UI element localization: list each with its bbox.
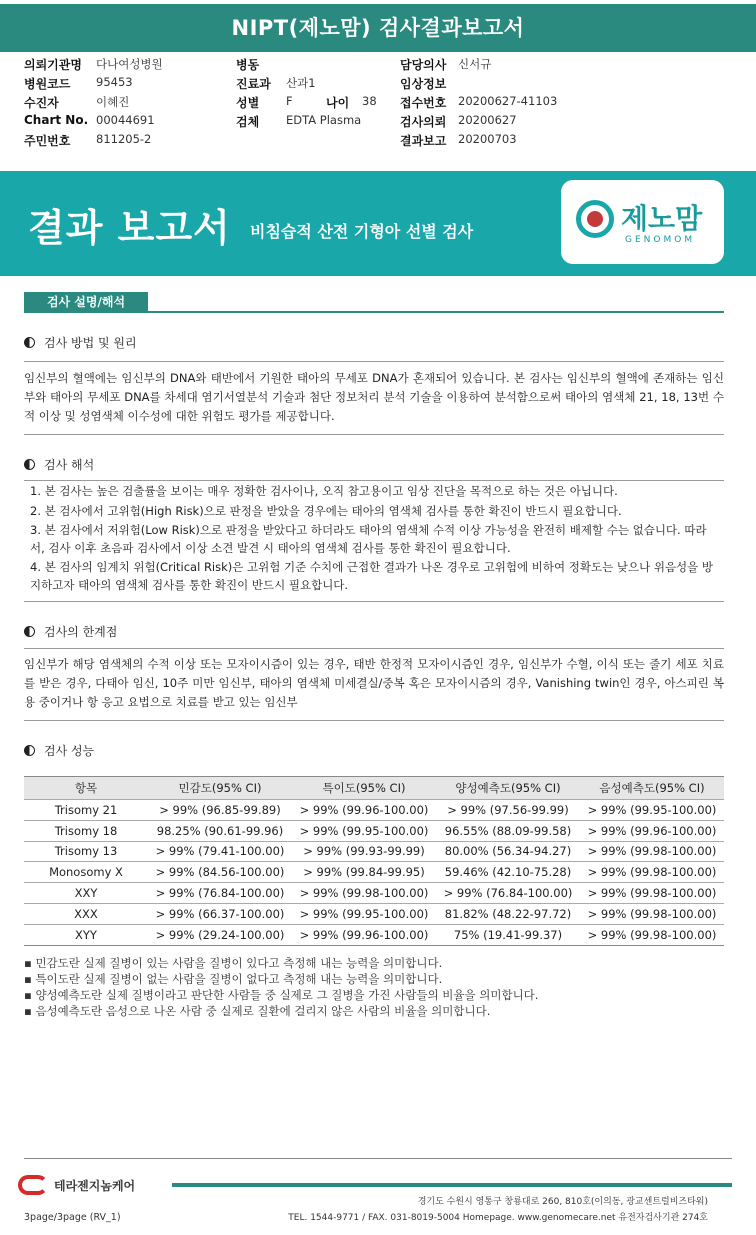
company-name: 테라젠지놈케어 xyxy=(54,1179,136,1193)
table-header-row xyxy=(24,777,724,800)
info-label: 나이 xyxy=(326,96,350,110)
half-circle-icon xyxy=(24,337,35,348)
footer-bar xyxy=(172,1183,732,1187)
table-cell: > 99% (99.84-99.95) xyxy=(292,862,436,883)
info-value: 20200627 xyxy=(458,113,517,127)
table-cell: > 99% (99.98-100.00) xyxy=(580,862,724,883)
table-cell: 96.55% (88.09-99.58) xyxy=(436,820,580,841)
definition-notes xyxy=(24,955,724,1019)
info-label: 담당의사 xyxy=(400,58,447,72)
info-row xyxy=(24,75,734,93)
column-header: 민감도(95% CI) xyxy=(148,777,292,800)
company-address: 경기도 수원시 영통구 창룡대로 260, 810호(이의동, 광교센트럴비즈타워) xyxy=(417,1197,708,1207)
info-label: Chart No. xyxy=(24,113,89,127)
note-item: ▪ 음성예측도란 음성으로 나온 사람 중 실제로 질환에 걸리지 않은 사람의 비율을 의미합니다. xyxy=(24,1003,724,1019)
note-item: ▪ 양성예측도란 실제 질병이라고 판단한 사람들 중 실제로 그 질병을 가진 사람들의 비율을 의미합니다. xyxy=(24,987,724,1003)
table-cell: > 99% (99.95-100.00) xyxy=(292,903,436,924)
genomom-logo-core-icon xyxy=(587,211,603,227)
table-cell: > 99% (96.85-99.89) xyxy=(148,800,292,821)
table-cell: 81.82% (48.22-97.72) xyxy=(436,903,580,924)
table-cell: > 99% (99.93-99.99) xyxy=(292,841,436,862)
info-value: EDTA Plasma xyxy=(286,113,362,127)
list-item: 1. 본 검사는 높은 검출률을 보이는 매우 정확한 검사이나, 오직 참고용이고 임상 진단을 목적으로 하는 것은 아닙니다. xyxy=(30,484,618,498)
perf-heading-text: 검사 성능 xyxy=(44,744,95,758)
info-row xyxy=(24,56,734,74)
method-text: 임신부의 혈액에는 임신부의 DNA와 태반에서 기원한 태아의 무세포 DNA가 혼재되어 있습니다. 본 검사는 임신부의 혈액에 존재하는 임신부와 태아의 무세포 DNA를 차세대 염기서열분석 기술과 첨단 정보처리 분석 기술을 이용하여 분석함으로써 태아의 염색체 21, 18, 13번 수적 이상 및 성염색체 이수성에 대한 위험도 평가를 제공합니다. xyxy=(24,371,724,423)
interp-heading-text: 검사 해석 xyxy=(44,458,95,472)
info-label: 성별 xyxy=(236,96,260,110)
info-label: 진료과 xyxy=(236,77,271,91)
list-item: 3. 본 검사에서 저위험(Low Risk)으로 판정을 받았다고 하더라도 태아의 염색체 수적 이상 가능성을 완전히 배제할 수는 없습니다. 따라서, 검사 이후 초음파 검사에서 이상 소견 발견 시 태아의 염색체 검사를 통한 확진이 필요합니다. xyxy=(30,523,707,555)
page-number: 3page/3page (RV_1) xyxy=(24,1212,121,1223)
column-header: 항목 xyxy=(24,777,148,800)
limit-heading xyxy=(24,623,117,640)
table-cell: XYY xyxy=(24,924,148,945)
table-cell: > 99% (66.37-100.00) xyxy=(148,903,292,924)
divider xyxy=(24,480,724,481)
info-label: 수진자 xyxy=(24,96,59,110)
table-row xyxy=(24,924,724,945)
performance-table xyxy=(24,776,724,946)
info-label: 의뢰기관명 xyxy=(24,58,82,72)
list-item: 2. 본 검사에서 고위험(High Risk)으로 판정을 받았을 경우에는 태아의 염색체 검사를 통한 확진이 반드시 필요합니다. xyxy=(30,503,622,518)
table-cell: > 99% (76.84-100.00) xyxy=(148,883,292,904)
table-row xyxy=(24,820,724,841)
logo-text: 제노맘 xyxy=(621,202,703,235)
table-cell: > 99% (99.95-100.00) xyxy=(292,820,436,841)
logo-subtext: GENOMOM xyxy=(625,235,696,245)
info-value: 이혜진 xyxy=(96,95,130,109)
info-label: 병동 xyxy=(236,58,260,72)
table-row xyxy=(24,841,724,862)
info-value: 다나여성병원 xyxy=(96,57,163,71)
method-heading-text: 검사 방법 및 원리 xyxy=(44,336,137,350)
table-cell: > 99% (99.95-100.00) xyxy=(580,800,724,821)
method-heading xyxy=(24,334,137,351)
info-label: 임상정보 xyxy=(400,77,447,91)
info-value: 95453 xyxy=(96,75,133,89)
table-cell: > 99% (99.96-100.00) xyxy=(580,820,724,841)
table-cell: > 99% (99.96-100.00) xyxy=(292,800,436,821)
perf-heading xyxy=(24,742,94,759)
column-header: 양성예측도(95% CI) xyxy=(436,777,580,800)
info-value: 811205-2 xyxy=(96,132,152,146)
info-row xyxy=(24,132,734,150)
info-value: 38 xyxy=(362,94,377,108)
table-cell: Monosomy X xyxy=(24,862,148,883)
interp-list xyxy=(30,483,720,596)
table-row xyxy=(24,862,724,883)
patient-info xyxy=(24,56,734,152)
table-cell: > 99% (79.41-100.00) xyxy=(148,841,292,862)
banner-title: 결과 보고서 xyxy=(28,206,231,250)
table-cell: 59.46% (42.10-75.28) xyxy=(436,862,580,883)
note-item: ▪ 특이도란 실제 질병이 없는 사람을 질병이 없다고 측정해 내는 능력을 의미합니다. xyxy=(24,971,724,987)
column-header: 특이도(95% CI) xyxy=(292,777,436,800)
note-item: ▪ 민감도란 실제 질병이 있는 사람을 질병이 있다고 측정해 내는 능력을 의미합니다. xyxy=(24,955,724,971)
table-cell: 75% (19.41-99.37) xyxy=(436,924,580,945)
info-value: 20200703 xyxy=(458,132,517,146)
half-circle-icon xyxy=(24,459,35,470)
interp-heading xyxy=(24,456,94,473)
info-label: 결과보고 xyxy=(400,134,447,148)
info-label: 주민번호 xyxy=(24,134,71,148)
limit-text: 임신부가 해당 염색체의 수적 이상 또는 모자이시즘이 있는 경우, 태반 한정적 모자이시즘인 경우, 임신부가 수혈, 이식 또는 줄기 세포 치료를 받은 경우, 다태아 임신, 10주 미만 임신부, 태아의 염색체 미세결실/중복 혹은 모자이시즘의 경우, Vanishing twin인 경우, 아스피린 복용 중이거나 항 응고 요법으로 치료를 받고 있는 임신부 xyxy=(24,657,724,709)
info-row xyxy=(24,113,734,131)
column-header: 음성예측도(95% CI) xyxy=(580,777,724,800)
table-cell: > 99% (99.98-100.00) xyxy=(580,841,724,862)
table-cell: > 99% (99.98-100.00) xyxy=(580,883,724,904)
divider xyxy=(24,648,724,649)
section-divider xyxy=(24,311,724,313)
table-cell: 98.25% (90.61-99.96) xyxy=(148,820,292,841)
table-cell: > 99% (76.84-100.00) xyxy=(436,883,580,904)
info-row xyxy=(24,94,734,112)
info-value: 산과1 xyxy=(286,76,316,90)
table-cell: XXY xyxy=(24,883,148,904)
table-cell: > 99% (84.56-100.00) xyxy=(148,862,292,883)
company-logo-icon xyxy=(18,1175,48,1195)
info-value: 신서규 xyxy=(458,57,492,71)
info-value: 00044691 xyxy=(96,113,155,127)
table-cell: > 99% (97.56-99.99) xyxy=(436,800,580,821)
table-cell: > 99% (99.98-100.00) xyxy=(580,924,724,945)
info-label: 접수번호 xyxy=(400,96,447,110)
table-cell: XXX xyxy=(24,903,148,924)
table-cell: Trisomy 13 xyxy=(24,841,148,862)
banner-subtitle: 비침습적 산전 기형아 선별 검사 xyxy=(250,222,474,241)
table-row xyxy=(24,903,724,924)
info-value: F xyxy=(286,94,293,108)
table-cell: > 99% (29.24-100.00) xyxy=(148,924,292,945)
report-title: NIPT(제노맘) 검사결과보고서 xyxy=(0,4,756,52)
divider xyxy=(24,361,724,362)
company-contact: TEL. 1544-9771 / FAX. 031-8019-5004 Homepage. www.genomecare.net 유전자검사기관 274호 xyxy=(288,1213,708,1223)
half-circle-icon xyxy=(24,626,35,637)
divider xyxy=(24,601,724,602)
table-cell: > 99% (99.98-100.00) xyxy=(292,883,436,904)
section-tab: 검사 설명/해석 xyxy=(24,292,148,312)
half-circle-icon xyxy=(24,745,35,756)
table-cell: > 99% (99.98-100.00) xyxy=(580,903,724,924)
info-label: 검체 xyxy=(236,115,260,129)
footer-divider xyxy=(24,1158,732,1159)
info-label: 검사의뢰 xyxy=(400,115,447,129)
divider xyxy=(24,720,724,721)
table-cell: Trisomy 18 xyxy=(24,820,148,841)
table-row xyxy=(24,800,724,821)
divider xyxy=(24,434,724,435)
info-value: 20200627-41103 xyxy=(458,94,558,108)
table-cell: 80.00% (56.34-94.27) xyxy=(436,841,580,862)
info-label: 병원코드 xyxy=(24,77,71,91)
table-row xyxy=(24,883,724,904)
limit-heading-text: 검사의 한계점 xyxy=(44,625,118,639)
table-cell: > 99% (99.96-100.00) xyxy=(292,924,436,945)
table-cell: Trisomy 21 xyxy=(24,800,148,821)
list-item: 4. 본 검사의 임계치 위험(Critical Risk)은 고위험 기준 수치에 근접한 결과가 나온 경우로 고위험에 비하여 정확도는 낮으나 위음성을 방지하고자 태아의 염색체 검사를 통한 확진이 반드시 필요합니다. xyxy=(30,560,714,592)
